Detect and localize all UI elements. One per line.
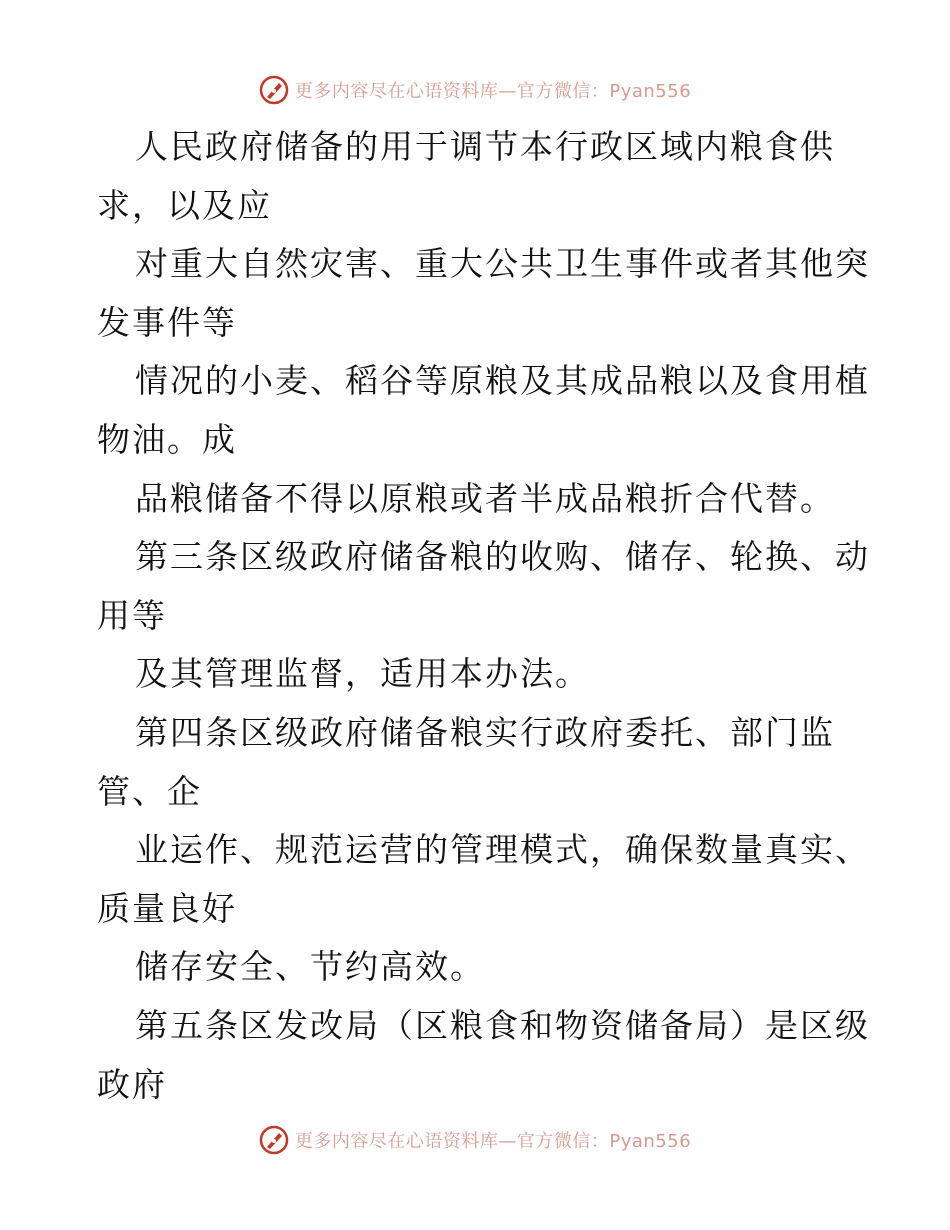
text-line: 政府 xyxy=(97,1064,167,1104)
footer-watermark xyxy=(0,1120,950,1160)
text-line: 第四条区级政府储备粮实行政府委托、部门监 xyxy=(135,713,835,752)
pen-logo-icon xyxy=(259,1125,289,1155)
text-line: 管、企 xyxy=(97,771,202,811)
text-line: 对重大自然灾害、重大公共卫生事件或者其他突 xyxy=(135,244,870,284)
header-watermark xyxy=(0,70,950,110)
text-line: 第三条区级政府储备粮的收购、储存、轮换、动 xyxy=(135,537,870,577)
text-line: 人民政府储备的用于调节本行政区域内粮食供 xyxy=(135,127,835,166)
text-line: 质量良好 xyxy=(97,888,237,928)
text-line: 业运作、规范运营的管理模式，确保数量真实、 xyxy=(135,830,870,870)
text-line: 情况的小麦、稻谷等原粮及其成品粮以及食用植 xyxy=(135,361,870,401)
text-line: 品粮储备不得以原粮或者半成品粮折合代替。 xyxy=(135,478,835,518)
text-line: 用等 xyxy=(97,595,167,635)
text-line: 求，以及应 xyxy=(97,185,272,225)
text-line: 物油。成 xyxy=(97,420,237,459)
watermark-text: 更多内容尽在心语资料库—官方微信：Pyan556 xyxy=(294,1131,692,1152)
pen-logo-icon xyxy=(259,75,289,105)
text-line: 发事件等 xyxy=(97,302,237,342)
text-line: 及其管理监督，适用本办法。 xyxy=(135,654,590,694)
watermark-text: 更多内容尽在心语资料库—官方微信：Pyan556 xyxy=(294,81,692,102)
text-line: 第五条区发改局（区粮食和物资储备局）是区级 xyxy=(135,1006,870,1045)
text-line: 储存安全、节约高效。 xyxy=(135,947,485,987)
